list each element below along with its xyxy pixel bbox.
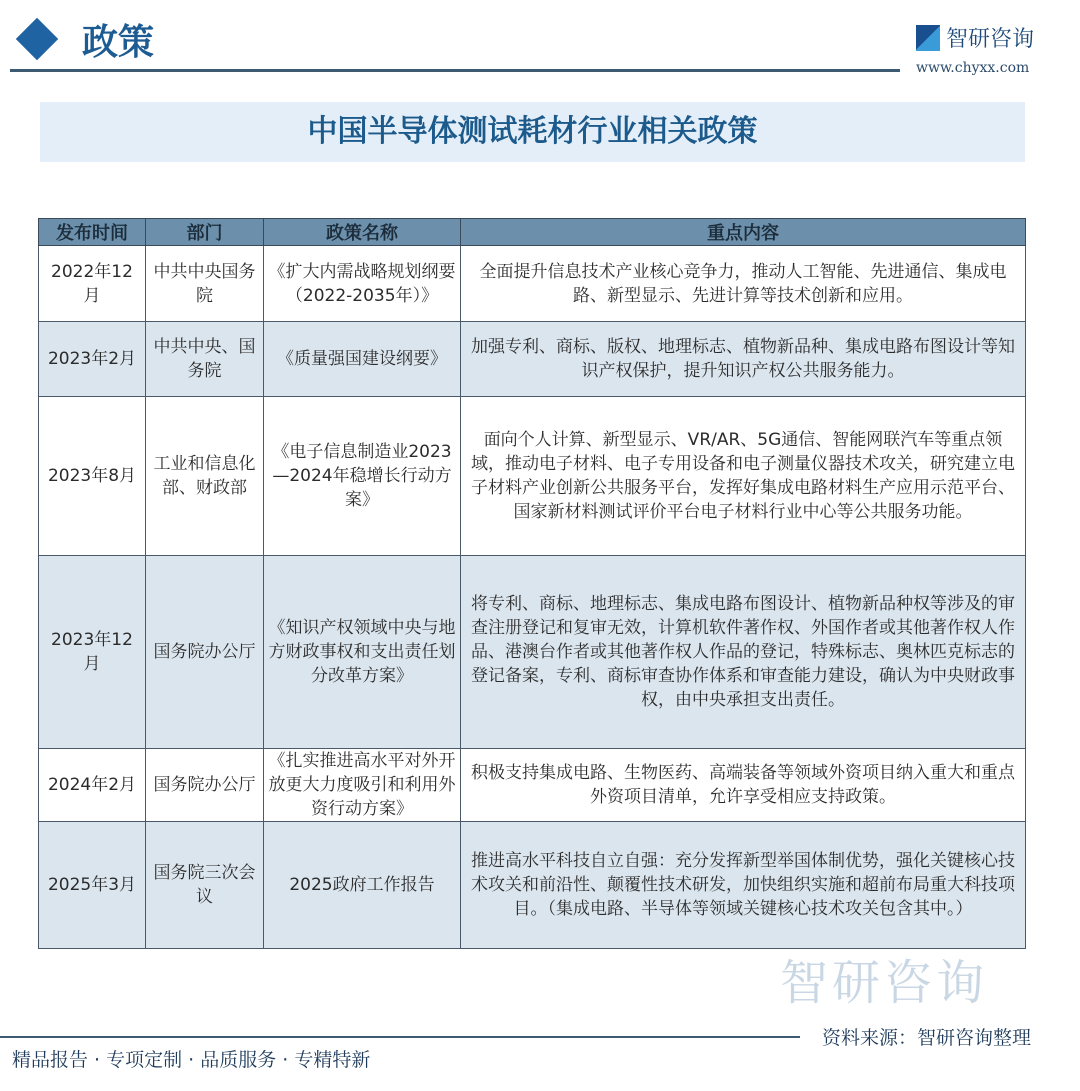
content-cell: 加强专利、商标、版权、地理标志、植物新品种、集成电路布图设计等知识产权保护，提升知识产权公共服务能力。 [461,322,1026,397]
source-note: 资料来源：智研咨询整理 [822,1027,1032,1049]
footer-divider [0,1036,800,1038]
table-header [39,219,1026,246]
table-row [39,556,1026,749]
table-row [39,397,1026,556]
table-row [39,749,1026,822]
table-row [39,246,1026,322]
dept-cell: 工业和信息化部、财政部 [146,397,264,556]
content-cell: 推进高水平科技自立自强：充分发挥新型举国体制优势，强化关键核心技术攻关和前沿性、颠覆性技术研发，加快组织实施和超前布局重大科技项目。（集成电路、半导体等领域关键核心技术攻关包含其中。） [461,822,1026,949]
column-header: 部门 [146,219,264,246]
column-header: 发布时间 [39,219,146,246]
policy-name-cell: 《电子信息制造业2023—2024年稳增长行动方案》 [264,397,461,556]
logo-url: www.chyxx.com [916,60,1030,76]
date-cell: 2023年8月 [39,397,146,556]
date-cell: 2023年2月 [39,322,146,397]
dept-cell: 国务院办公厅 [146,556,264,749]
dept-cell: 中共中央国务院 [146,246,264,322]
date-cell: 2024年2月 [39,749,146,822]
date-cell: 2025年3月 [39,822,146,949]
policy-table [38,218,1026,949]
page-title: 中国半导体测试耗材行业相关政策 [40,102,1025,162]
column-header: 重点内容 [461,219,1026,246]
section-title: 政策 [82,22,155,63]
dept-cell: 国务院三次会议 [146,822,264,949]
table-row [39,322,1026,397]
policy-name-cell: 《知识产权领域中央与地方财政事权和支出责任划分改革方案》 [264,556,461,749]
dept-cell: 国务院办公厅 [146,749,264,822]
brand-logo [916,22,1034,53]
header-divider [10,69,900,72]
footer-slogan: 精品报告 · 专项定制 · 品质服务 · 专精特新 [12,1049,371,1071]
content-cell: 全面提升信息技术产业核心竞争力，推动人工智能、先进通信、集成电路、新型显示、先进计算等技术创新和应用。 [461,246,1026,322]
diamond-icon [16,18,58,60]
policy-name-cell: 《质量强国建设纲要》 [264,322,461,397]
date-cell: 2023年12月 [39,556,146,749]
content-cell: 积极支持集成电路、生物医药、高端装备等领域外资项目纳入重大和重点外资项目清单，允许享受相应支持政策。 [461,749,1026,822]
policy-name-cell: 《扎实推进高水平对外开放更大力度吸引和利用外资行动方案》 [264,749,461,822]
column-header: 政策名称 [264,219,461,246]
policy-name-cell: 2025政府工作报告 [264,822,461,949]
date-cell: 2022年12月 [39,246,146,322]
policy-name-cell: 《扩大内需战略规划纲要（2022-2035年）》 [264,246,461,322]
content-cell: 面向个人计算、新型显示、VR/AR、5G通信、智能网联汽车等重点领域，推动电子材料、电子专用设备和电子测量仪器技术攻关，研究建立电子材料产业创新公共服务平台，发挥好集成电路材料生产应用示范平台、国家新材料测试评价平台电子材料行业中心等公共服务功能。 [461,397,1026,556]
watermark-logo: 智研咨询 [780,955,989,1011]
table-row [39,822,1026,949]
dept-cell: 中共中央、国务院 [146,322,264,397]
logo-text: 智研咨询 [946,27,1035,52]
content-cell: 将专利、商标、地理标志、集成电路布图设计、植物新品种权等涉及的审查注册登记和复审无效，计算机软件著作权、外国作者或其他著作权人作品、港澳台作者或其他著作权人作品的登记，特殊标志、奥林匹克标志的登记备案，专利、商标审查协作体系和审查能力建设，确认为中央财政事权，由中央承担支出责任。 [461,556,1026,749]
logo-mark-icon [916,25,940,51]
